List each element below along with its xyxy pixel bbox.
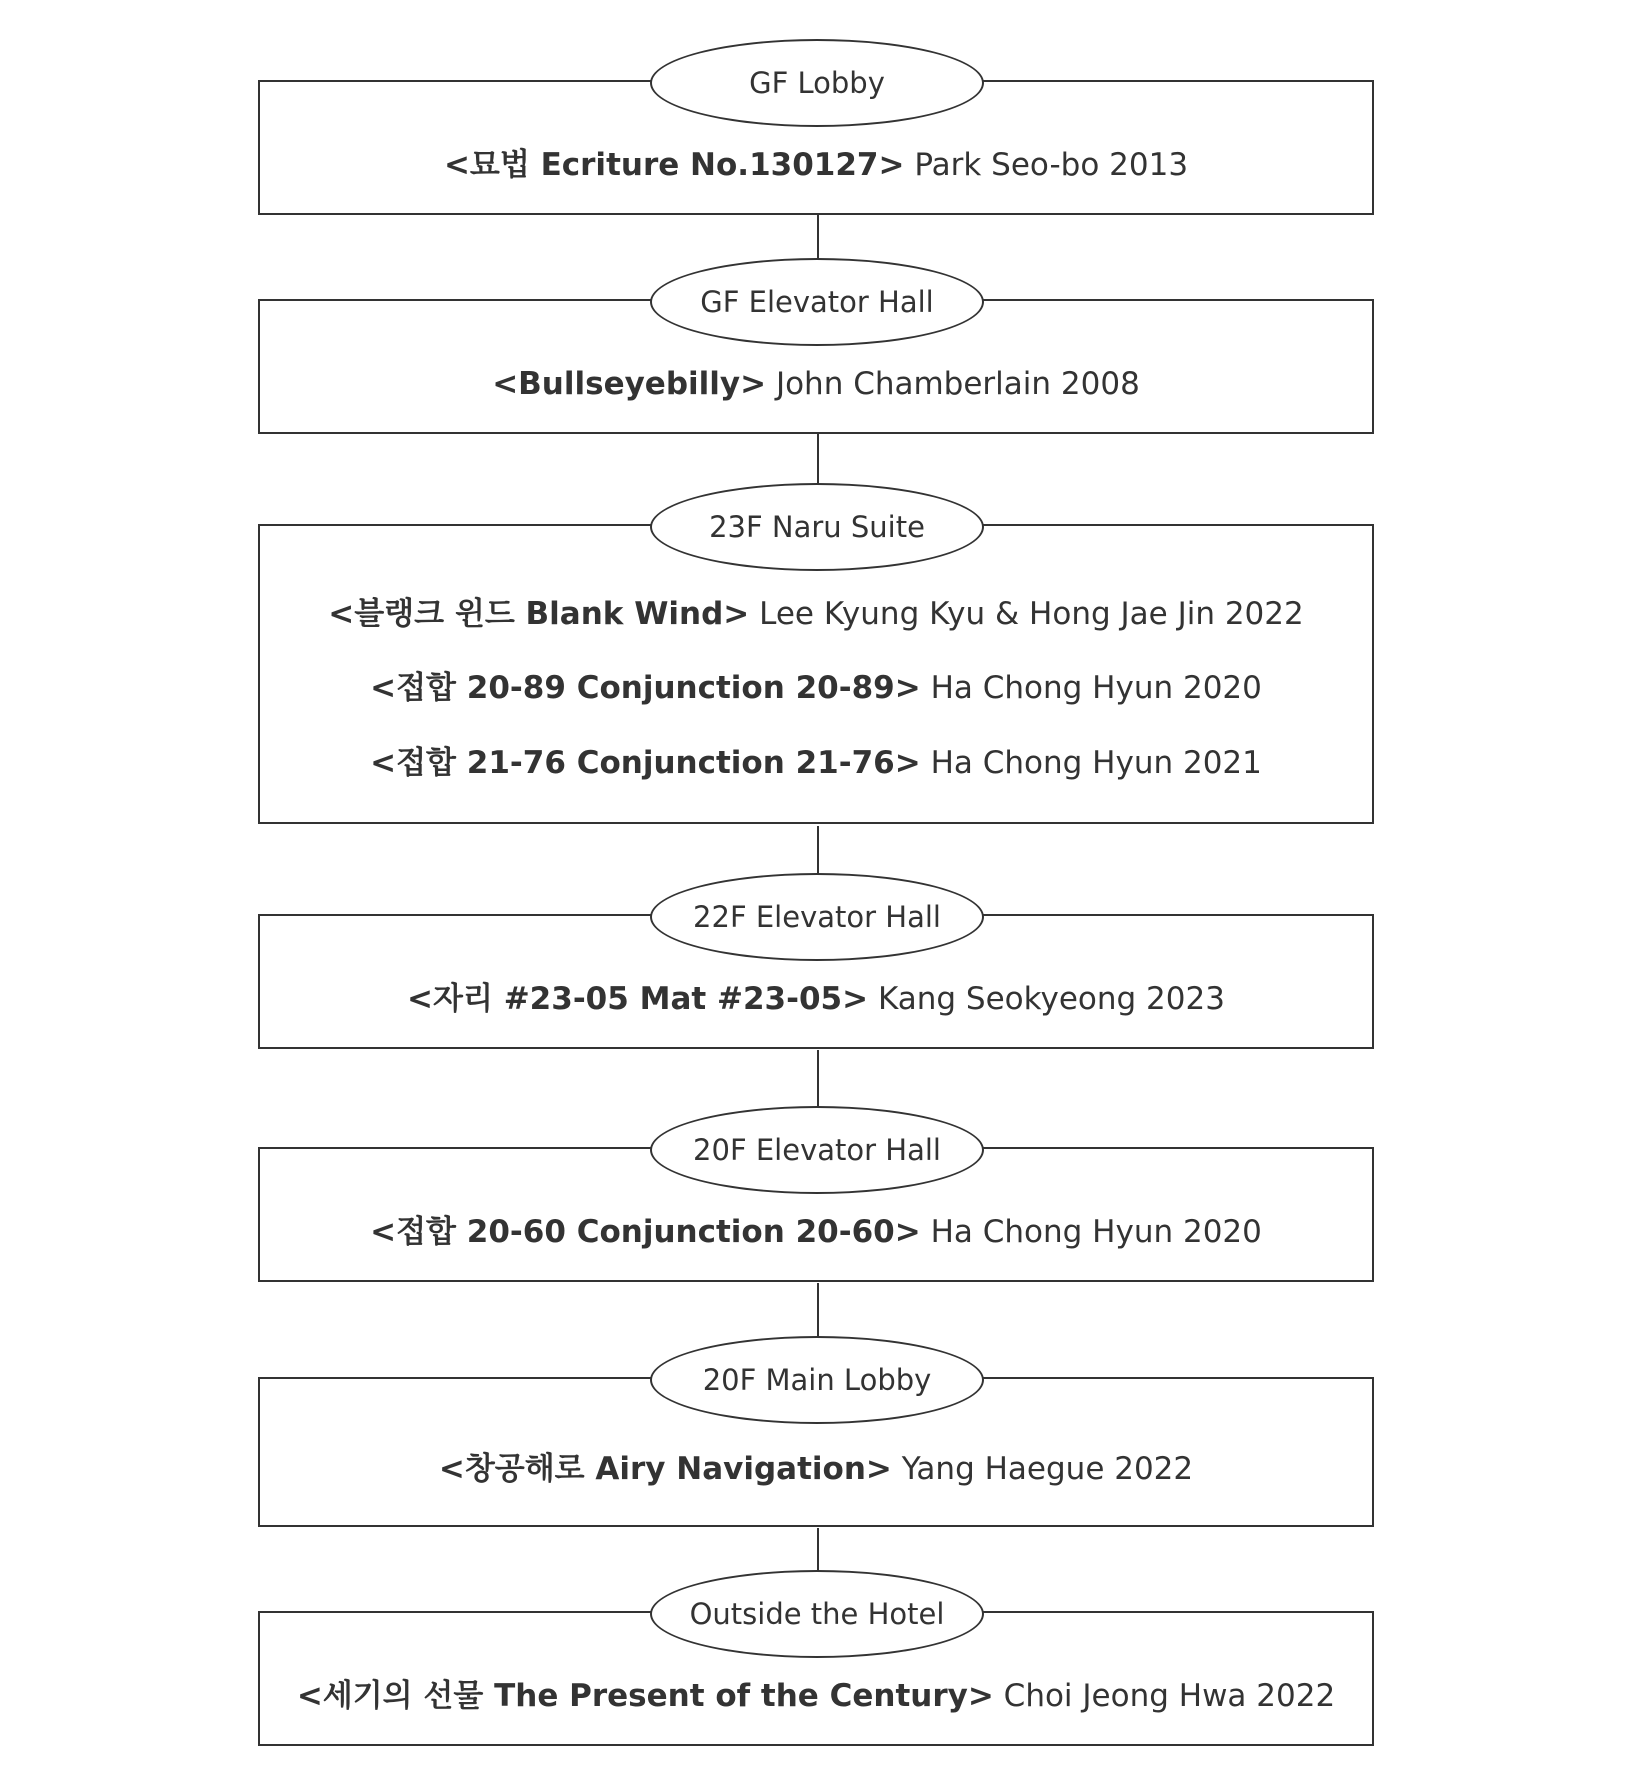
artwork-entry: [260, 1676, 1372, 1716]
location-label: 23F Naru Suite: [650, 483, 984, 571]
artwork-artist-year: Park Seo-bo 2013: [914, 147, 1189, 183]
location-label: 22F Elevator Hall: [650, 873, 984, 961]
artwork-entry: [260, 145, 1372, 185]
artwork-entry: [260, 364, 1372, 404]
artwork-title: <자리 #23-05 Mat #23-05>: [407, 981, 869, 1017]
artwork-title: <묘법 Ecriture No.130127>: [443, 147, 905, 183]
artwork-artist-year: Ha Chong Hyun 2020: [930, 670, 1262, 706]
artwork-artist-year: Ha Chong Hyun 2020: [930, 1214, 1262, 1250]
artwork-entry: [260, 979, 1372, 1019]
location-label: 20F Main Lobby: [650, 1336, 984, 1424]
artwork-entry: [260, 668, 1372, 708]
location-label: 20F Elevator Hall: [650, 1106, 984, 1194]
location-label: Outside the Hotel: [650, 1570, 984, 1658]
artwork-title: <블랭크 윈드 Blank Wind>: [328, 596, 750, 632]
artwork-artist-year: Yang Haegue 2022: [901, 1451, 1194, 1487]
artwork-artist-year: Ha Chong Hyun 2021: [930, 745, 1262, 781]
artwork-artist-year: Choi Jeong Hwa 2022: [1003, 1678, 1336, 1714]
artwork-artist-year: John Chamberlain 2008: [775, 366, 1140, 402]
artwork-entry: [260, 1449, 1372, 1489]
artwork-title: <세기의 선물 The Present of the Century>: [296, 1678, 994, 1714]
artwork-artist-year: Kang Seokyeong 2023: [877, 981, 1225, 1017]
artwork-title: <접합 20-60 Conjunction 20-60>: [370, 1214, 921, 1250]
location-label: GF Lobby: [650, 39, 984, 127]
location-label: GF Elevator Hall: [650, 258, 984, 346]
artwork-title: <창공해로 Airy Navigation>: [438, 1451, 892, 1487]
artwork-entry: [260, 594, 1372, 634]
artwork-title: <접합 21-76 Conjunction 21-76>: [370, 745, 921, 781]
artwork-artist-year: Lee Kyung Kyu & Hong Jae Jin 2022: [759, 596, 1304, 632]
artwork-title: <접합 20-89 Conjunction 20-89>: [370, 670, 921, 706]
artwork-entry: [260, 743, 1372, 783]
artwork-entry: [260, 1212, 1372, 1252]
artwork-title: <Bullseyebilly>: [492, 366, 767, 402]
